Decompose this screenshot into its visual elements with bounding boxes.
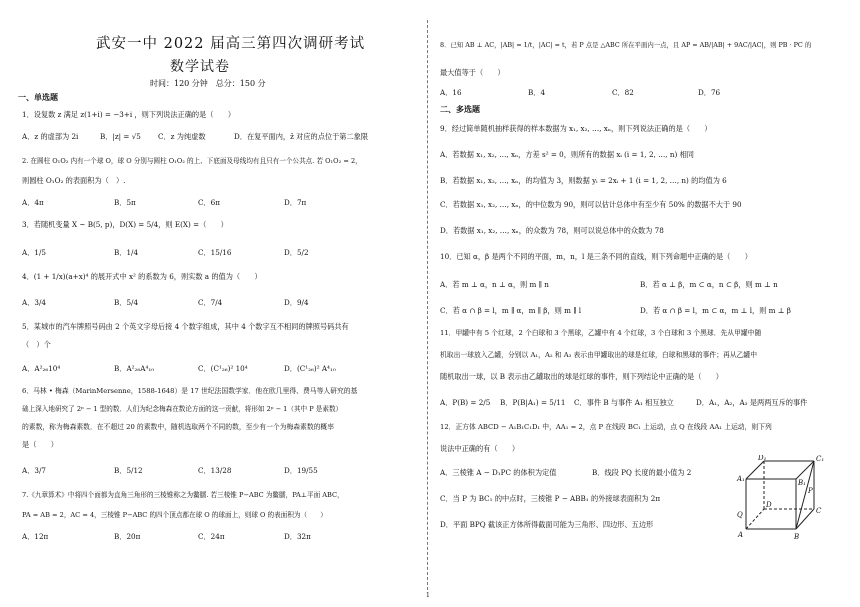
question-6-line-2: 础上深入地研究了 2ᵖ − 1 型的数．人们为纪念梅森在数论方面的这一贡献，将形如 2ᵖ − 1（其中 P 是素数）	[22, 405, 343, 413]
label-d1: D₁	[758, 455, 767, 462]
option-d: D．19/55	[284, 466, 318, 475]
exam-subtitle: 数学试卷	[170, 59, 230, 75]
question-12-line-2: 说法中正确的有（ ）	[440, 444, 520, 453]
option-d: D．A₁，A₂，A₃ 是两两互斥的事件	[696, 398, 808, 407]
exam-meta: 时间：120 分钟 总分：150 分	[150, 79, 266, 88]
question-2-line-1: 2. 在圆柱 O₁O₂ 内有一个球 O，球 O 分别与圆柱 O₁O₂ 的上、下底面及母线均有且只有一个公共点. 若 O₁O₂ = 2，	[22, 157, 362, 165]
option-b: B．A²₂₆A⁴₁₀	[114, 364, 155, 373]
option-c: C．7/4	[198, 298, 223, 307]
option-d: D．7π	[284, 198, 307, 207]
question-6-line-4: 是（ ）	[22, 440, 58, 449]
question-12-line-1: 12．正方体 ABCD − A₁B₁C₁D₁ 中，AA₁ = 2，点 P 在线段 BC₁ 上运动，点 Q 在线段 AA₁ 上运动，则下列	[440, 423, 772, 431]
edge-a1d1	[746, 461, 764, 479]
question-9-option-a: A．若数据 x₁, x₂, …, xₙ，方差 s² = 0，则所有的数据 xᵢ (i = 1, 2, …, n) 相同	[440, 150, 694, 159]
question-7-line-1: 7.《九章算术》中将四个面都为直角三角形的三棱锥称之为鳖臑. 若三棱锥 P−ABC 为鳖臑，PA⊥平面 ABC，	[22, 491, 344, 499]
question-10: 10．已知 α，β 是两个不同的平面，m，n，l 是三条不同的直线，则下列命题中正确的是（ ）	[440, 252, 752, 261]
question-11-line-2: 机取出一球放入乙罐，分别以 A₁，A₂ 和 A₃ 表示由甲罐取出的球是红球，白球和黑球的事件；再从乙罐中	[440, 351, 758, 359]
option-d: D．76	[698, 88, 721, 97]
option-d: D．9/4	[284, 298, 309, 307]
question-8-line-2: 最大值等于（ ）	[440, 68, 505, 77]
option-b: B．5π	[114, 198, 136, 207]
option-d: D．5/2	[284, 248, 309, 257]
option-c: C．15/16	[198, 248, 232, 257]
question-12-option-a: A．三棱锥 A − D₁PC 的体积为定值	[440, 468, 557, 477]
question-7-line-2: PA = AB = 2，AC = 4，三棱锥 P−ABC 的四个顶点都在球 O 的球面上，则球 O 的表面积为（ ）	[22, 511, 327, 519]
cube-diagram	[736, 455, 826, 545]
option-c: C．事件 B 与事件 A₁ 相互独立	[574, 398, 674, 407]
section-single-choice: 一、单选题	[18, 92, 58, 102]
label-c: C	[816, 507, 822, 515]
option-d: D．(C¹₂₆)² A⁴₁₀	[284, 364, 336, 373]
option-c: C．82	[612, 88, 634, 97]
label-a1: A₁	[737, 475, 745, 483]
question-6-line-3: 的素数，称为梅森素数．在不超过 20 的素数中，随机选取两个不同的数，至少有一个为梅森素数的概率	[22, 423, 335, 431]
option-b: B．P(B|A₁) = 5/11	[500, 398, 566, 407]
question-10-option-a: A．若 m ⊥ α，n ⊥ α，则 m ∥ n	[440, 280, 549, 289]
label-p: P	[808, 487, 813, 495]
option-a: A．16	[440, 88, 462, 97]
question-5-line-1: 5．某城市的汽车牌照号码由 2 个英文字母后接 4 个数字组成，其中 4 个数字互不相同的牌照号码共有	[22, 322, 349, 331]
option-a: A．3/4	[22, 298, 46, 307]
option-b: B．1/4	[114, 248, 139, 257]
option-b: B．5/12	[114, 466, 143, 475]
option-b: B．4	[528, 88, 546, 97]
option-b: B．5/4	[114, 298, 139, 307]
question-4: 4．(1 + 1/x)(a+x)⁴ 的展开式中 x² 的系数为 6，则实数 a 的值为（ ）	[22, 272, 262, 281]
option-b: B．|z| = √5	[100, 132, 141, 141]
question-10-option-b: B．若 α ⊥ β，m ⊂ α，n ⊂ β，则 m ⊥ n	[640, 280, 778, 289]
option-c: C．z 为纯虚数	[158, 132, 206, 141]
option-a: A．12π	[22, 532, 49, 541]
question-3: 3．若随机变量 X ~ B(5, p)，D(X) = 5/4，则 E(X) =（ ）	[22, 220, 228, 229]
option-c: C．6π	[198, 198, 220, 207]
option-b: B．20π	[114, 532, 141, 541]
question-12-option-c: C．当 P 为 BC₁ 的中点时，三棱锥 P − ABB₁ 的外接球表面积为 2π	[440, 494, 661, 503]
question-10-option-c: C．若 α ∩ β = l，m ∥ α，m ∥ β，则 m ∥ l	[440, 306, 582, 315]
label-b: B	[794, 533, 800, 541]
option-c: C．(C¹₂₆)² 10⁴	[198, 364, 248, 373]
question-1: 1．设复数 z 满足 z(1+i) = −3+i ，则下列说法正确的是（ ）	[22, 110, 236, 119]
option-c: C．24π	[198, 532, 225, 541]
question-9-option-d: D．若数据 x₁, x₂, …, xₙ，的众数为 78，则可以说总体中的众数为 78	[440, 226, 664, 235]
page-number: 1	[426, 592, 430, 599]
option-c: C．13/28	[198, 466, 232, 475]
option-a: A．P(B) = 2/5	[440, 398, 491, 407]
label-a: A	[738, 531, 744, 539]
label-c1: C₁	[816, 455, 825, 463]
question-9-option-b: B．若数据 x₁, x₂, …, xₙ，的均值为 3，则数据 yᵢ = 2xᵢ + 1 (i = 1, 2, …, n) 的均值为 6	[440, 176, 727, 185]
question-8-line-1: 8．已知 AB ⊥ AC，|AB| = 1/t，|AC| = t，若 P 点是 △ABC 所在平面内一点，且 AP = AB/|AB| + 9AC/|AC|，则 PB · PC 的	[440, 41, 812, 49]
label-d: D	[766, 501, 772, 509]
question-11-line-3: 随机取出一球，以 B 表示由乙罐取出的球是红球的事件，则下列结论中正确的是（ ）	[440, 372, 723, 381]
option-a: A．A²₂₆10⁴	[22, 364, 61, 373]
label-q: Q	[737, 511, 743, 519]
question-10-option-d: D．若 α ∩ β = l，m ⊂ α，m ⊥ l，则 m ⊥ β	[640, 306, 791, 315]
label-b1: B₁	[798, 479, 806, 487]
option-a: A．4π	[22, 198, 44, 207]
question-9-option-c: C．若数据 x₁, x₂, …, xₙ，的中位数为 90，则可以估计总体中有至少有 50% 的数据不大于 90	[440, 200, 742, 209]
question-2-line-2: 则圆柱 O₁O₂ 的表面积为（ ）.	[22, 176, 126, 185]
section-multiple-choice: 二、多选题	[440, 104, 480, 114]
question-6-line-1: 6．马林 • 梅森（MarinMersenne，1588-1648）是 17 世纪法国数学家．他在欧几里得、费马等人研究的基	[22, 387, 358, 395]
column-divider	[427, 20, 428, 590]
question-5-line-2: （ ）个	[22, 340, 51, 349]
question-12-option-d: D．平面 BPQ 截该正方体所得截面可能为三角形、四边形、五边形	[440, 520, 654, 529]
edge-ad	[746, 509, 764, 529]
option-d: D．32π	[284, 532, 311, 541]
exam-title: 武安一中 2022 届高三第四次调研考试	[96, 36, 366, 52]
option-a: A．3/7	[22, 466, 46, 475]
option-a: A．z 的虚部为 2i	[22, 132, 79, 141]
question-12-option-b: B．线段 PQ 长度的最小值为 2	[592, 468, 692, 477]
option-a: A．1/5	[22, 248, 46, 257]
question-9: 9．经过简单随机抽样获得的样本数据为 x₁, x₂, …, xₙ，则下列说法正确的是（ ）	[440, 124, 712, 133]
question-11-line-1: 11．甲罐中有 5 个红球，2 个白球和 3 个黑球，乙罐中有 4 个红球，3 个白球和 3 个黑球．先从甲罐中随	[440, 329, 762, 337]
option-d: D．在复平面内，z̄ 对应的点位于第二象限	[234, 132, 369, 141]
